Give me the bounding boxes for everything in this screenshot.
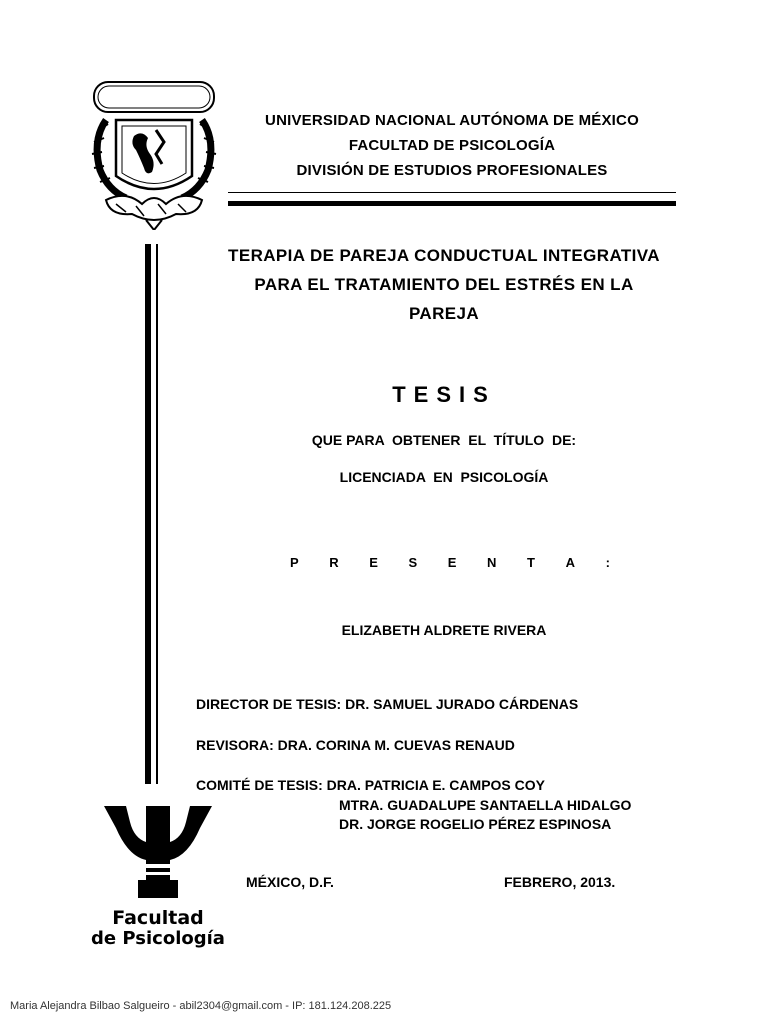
thesis-title-line2: PARA EL TRATAMIENTO DEL ESTRÉS EN LA	[254, 275, 634, 294]
faculty-logo-line2: de Psicología	[91, 928, 225, 949]
thesis-committee-line3: DR. JORGE ROGELIO PÉREZ ESPINOSA	[339, 816, 612, 832]
header-rule-thick	[228, 201, 676, 206]
thesis-director: DIRECTOR DE TESIS: DR. SAMUEL JURADO CÁRDENAS	[196, 696, 579, 712]
presenta-letter: R	[329, 555, 339, 570]
faculty-logo-line1: Facultad	[112, 907, 204, 929]
thesis-reviewer: REVISORA: DRA. CORINA M. CUEVAS RENAUD	[196, 737, 515, 753]
university-name: UNIVERSIDAD NACIONAL AUTÓNOMA DE MÉXICO	[265, 112, 639, 129]
thesis-purpose: QUE PARA OBTENER EL TÍTULO DE:	[311, 432, 577, 448]
presenta-letter: S	[408, 555, 418, 570]
thesis-degree: LICENCIADA EN PSICOLOGÍA	[339, 469, 549, 485]
psychology-faculty-logo	[80, 802, 236, 954]
presenta-letter: A	[565, 555, 575, 570]
place: MÉXICO, D.F.	[246, 874, 334, 890]
presenta-letter: P	[290, 555, 299, 570]
unam-seal-logo	[86, 80, 222, 230]
header-rule-thin	[228, 192, 676, 193]
vertical-rule-thin	[156, 244, 158, 784]
presenta-letter: :	[605, 555, 610, 570]
download-footer: Maria Alejandra Bilbao Salgueiro - abil2304@gmail.com - IP: 181.124.208.225	[10, 1000, 392, 1012]
thesis-committee-line2: MTRA. GUADALUPE SANTAELLA HIDALGO	[339, 797, 632, 813]
presenta-label	[290, 555, 610, 570]
thesis-committee-line1: COMITÉ DE TESIS: DRA. PATRICIA E. CAMPOS COY	[196, 777, 545, 793]
author-name: ELIZABETH ALDRETE RIVERA	[341, 622, 547, 638]
presenta-letter: E	[447, 555, 457, 570]
thesis-title-line1: TERAPIA DE PAREJA CONDUCTUAL INTEGRATIVA	[228, 246, 660, 265]
thesis-type: TESIS	[392, 382, 496, 407]
date: FEBRERO, 2013.	[504, 874, 616, 890]
presenta-letter: T	[527, 555, 535, 570]
presenta-letter: N	[487, 555, 497, 570]
vertical-rule-thick	[145, 244, 151, 784]
presenta-letter: E	[369, 555, 378, 570]
faculty-name: FACULTAD DE PSICOLOGÍA	[348, 137, 556, 154]
thesis-title-line3: PAREJA	[408, 304, 480, 323]
division-name: DIVISIÓN DE ESTUDIOS PROFESIONALES	[296, 162, 608, 179]
psi-symbol-icon	[80, 802, 236, 910]
